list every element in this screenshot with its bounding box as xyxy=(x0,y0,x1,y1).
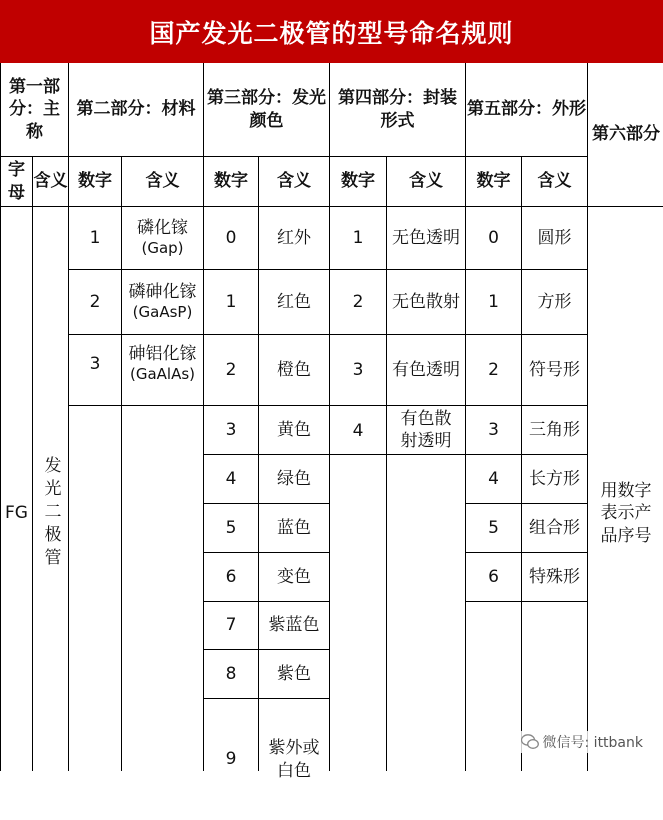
subheader-digit: 数字 xyxy=(204,157,258,206)
material-name-cell xyxy=(122,270,203,334)
subheader-meaning: 含义 xyxy=(122,157,203,206)
header-part3: 第三部分：发光颜色 xyxy=(204,63,329,156)
material-formula: (GaAsP) xyxy=(132,303,193,322)
header-part2: 第二部分：材料 xyxy=(69,63,203,156)
shape-name: 长方形 xyxy=(522,455,587,503)
shape-name: 符号形 xyxy=(522,335,587,405)
color-name: 绿色 xyxy=(259,455,329,503)
package-num: 3 xyxy=(330,335,386,405)
package-name: 有色透明 xyxy=(387,335,465,405)
color-name: 紫蓝色 xyxy=(259,602,329,649)
shape-num: 4 xyxy=(466,455,521,503)
blank-cell xyxy=(122,406,203,820)
color-name: 红色 xyxy=(259,270,329,334)
shape-name: 三角形 xyxy=(522,406,587,454)
watermark-text: 微信号: ittbank xyxy=(542,735,643,751)
subheader-letter: 字母 xyxy=(1,157,32,206)
header-part5: 第五部分：外形 xyxy=(466,63,587,156)
color-num: 7 xyxy=(204,602,258,649)
subheader-digit: 数字 xyxy=(466,157,521,206)
material-name-cell xyxy=(122,207,203,269)
shape-num: 0 xyxy=(466,207,521,269)
shape-num: 3 xyxy=(466,406,521,454)
color-num: 5 xyxy=(204,504,258,552)
package-name: 有色散射透明 xyxy=(387,406,465,454)
package-num: 2 xyxy=(330,270,386,334)
part6-text: 用数字表示产品序号 xyxy=(600,481,652,546)
shape-name: 组合形 xyxy=(522,504,587,552)
blank-cell xyxy=(69,406,121,820)
color-num: 4 xyxy=(204,455,258,503)
wechat-icon xyxy=(521,734,539,750)
material-num: 1 xyxy=(69,207,121,269)
package-name: 无色透明 xyxy=(387,207,465,269)
package-num: 1 xyxy=(330,207,386,269)
color-name: 紫外或白色 xyxy=(259,699,329,820)
color-num: 6 xyxy=(204,553,258,601)
material-name: 磷砷化镓 xyxy=(128,282,197,303)
material-name: 磷化镓 xyxy=(137,218,188,239)
blank-cell xyxy=(466,602,521,820)
subheader-digit: 数字 xyxy=(69,157,121,206)
shape-name: 圆形 xyxy=(522,207,587,269)
part1-meaning-cell: 发光二极管 xyxy=(33,207,68,820)
shape-num: 5 xyxy=(466,504,521,552)
shape-num: 1 xyxy=(466,270,521,334)
color-name: 橙色 xyxy=(259,335,329,405)
blank-cell xyxy=(522,602,587,820)
subheader-meaning: 含义 xyxy=(522,157,587,206)
blank-cell xyxy=(387,455,465,820)
color-num: 9 xyxy=(204,699,258,820)
shape-name: 特殊形 xyxy=(522,553,587,601)
part1-letter-cell: FG xyxy=(1,207,32,820)
color-name: 红外 xyxy=(259,207,329,269)
header-part6: 第六部分 xyxy=(588,63,663,206)
naming-rules-table xyxy=(0,63,663,781)
subheader-digit: 数字 xyxy=(330,157,386,206)
header-part4: 第四部分：封装形式 xyxy=(330,63,465,156)
blank-cell xyxy=(330,455,386,820)
subheader-meaning: 含义 xyxy=(259,157,329,206)
color-num: 0 xyxy=(204,207,258,269)
color-num: 3 xyxy=(204,406,258,454)
package-num: 4 xyxy=(330,406,386,454)
color-num: 2 xyxy=(204,335,258,405)
shape-name: 方形 xyxy=(522,270,587,334)
material-num: 3 xyxy=(69,335,121,405)
color-num: 1 xyxy=(204,270,258,334)
material-num: 2 xyxy=(69,270,121,334)
material-name: 砷铝化镓 xyxy=(128,344,197,364)
color-name: 黄色 xyxy=(259,406,329,454)
subheader-meaning: 含义 xyxy=(387,157,465,206)
header-part1: 第一部分：主称 xyxy=(1,63,68,156)
shape-num: 6 xyxy=(466,553,521,601)
shape-num: 2 xyxy=(466,335,521,405)
part6-cell xyxy=(588,207,663,820)
color-name: 紫色 xyxy=(259,650,329,698)
wechat-watermark xyxy=(519,731,645,753)
package-name: 无色散射 xyxy=(387,270,465,334)
color-name: 蓝色 xyxy=(259,504,329,552)
subheader-meaning: 含义 xyxy=(33,157,68,206)
material-formula: (GaAlAs) xyxy=(129,365,196,384)
page-title: 国产发光二极管的型号命名规则 xyxy=(0,0,663,63)
material-name-cell xyxy=(122,335,203,405)
material-formula: (Gap) xyxy=(141,239,184,258)
color-num: 8 xyxy=(204,650,258,698)
color-name: 变色 xyxy=(259,553,329,601)
